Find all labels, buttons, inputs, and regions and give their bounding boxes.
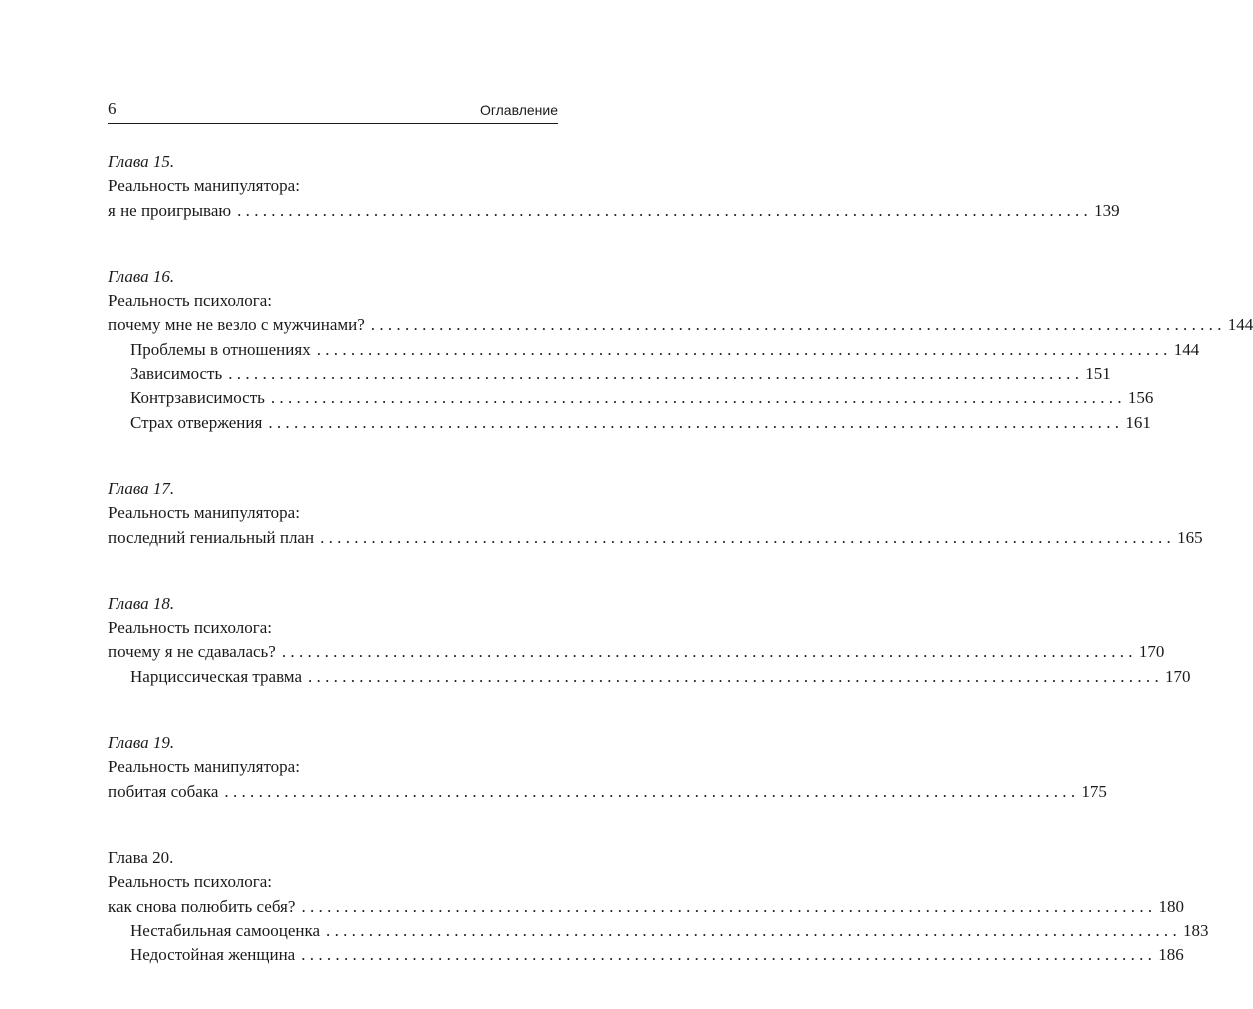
chapter-label: Глава 16. [108,266,175,286]
toc-subentry[interactable] [108,362,1111,386]
chapter-subtitle: Реальность манипулятора: [108,503,300,523]
dot-leader: .................................................................................................... [228,364,1084,384]
dot-leader: .................................................................................................... [316,339,1172,359]
entry-page-number: 175 [1081,781,1107,801]
toc-chapter-19 [108,731,1107,804]
toc-entry[interactable] [108,780,1107,804]
dot-leader: .................................................................................................... [270,388,1126,408]
entry-page-number: 144 [1227,315,1253,335]
chapter-label: Глава 17. [108,478,175,498]
section-title: Оглавление [479,102,558,118]
chapter-subtitle: Реальность манипулятора: [108,757,300,777]
dot-leader: .................................................................................................... [320,527,1176,547]
chapter-label: Глава 20. [108,847,174,867]
toc-subentry[interactable] [108,386,1154,410]
entry-title: почему мне не везло с мужчинами? [108,315,365,335]
chapter-subtitle: Реальность психолога: [108,618,273,638]
entry-title: Страх отвержения [130,412,263,432]
toc-entry[interactable] [108,640,1165,664]
dot-leader: .................................................................................................... [268,412,1124,432]
dot-leader: .................................................................................................... [301,945,1157,965]
entry-page-number: 161 [1125,412,1151,432]
toc-subentry[interactable] [108,943,1184,967]
entry-title: Зависимость [130,364,223,384]
toc-chapter-16 [108,265,1253,435]
entry-title: как снова полюбить себя? [108,896,296,916]
toc-chapter-15 [108,150,1120,223]
dot-leader: .................................................................................................... [308,666,1163,686]
toc-subentry[interactable] [108,665,1191,689]
entry-page-number: 156 [1127,388,1154,408]
entry-title: Недостойная женщина [130,945,296,965]
toc-subentry[interactable] [108,338,1200,362]
entry-title: Проблемы в отношениях [130,339,311,359]
entry-page-number: 165 [1177,527,1203,547]
dot-leader: .................................................................................................... [301,896,1157,916]
entry-page-number: 170 [1138,642,1165,662]
toc-entry[interactable] [108,313,1253,337]
toc-subentry[interactable] [108,919,1209,943]
toc-chapter-18 [108,592,1191,689]
toc-chapter-20 [108,846,1209,967]
page-number: 6 [108,99,117,118]
entry-page-number: 183 [1183,920,1209,940]
entry-page-number: 144 [1173,339,1200,359]
entry-page-number: 180 [1158,896,1184,916]
toc-chapter-17 [108,477,1203,550]
entry-title: Нестабильная самооценка [130,920,321,940]
entry-title: я не проигрываю [108,200,232,220]
dot-leader: .................................................................................................... [224,781,1080,801]
chapter-subtitle: Реальность психолога: [108,872,273,892]
entry-page-number: 151 [1085,364,1111,384]
chapter-subtitle: Реальность манипулятора: [108,176,300,196]
chapter-subtitle: Реальность психолога: [108,291,273,311]
entry-page-number: 186 [1158,945,1184,965]
entry-title: побитая собака [108,781,219,801]
toc-entry[interactable] [108,895,1184,919]
running-header [108,99,558,124]
toc-subentry[interactable] [108,411,1151,435]
toc-entry[interactable] [108,526,1203,550]
chapter-label: Глава 15. [108,152,175,171]
table-of-contents [108,150,1253,1009]
dot-leader: .................................................................................................... [326,920,1182,940]
entry-page-number: 139 [1094,200,1120,220]
dot-leader: .................................................................................................... [370,315,1226,335]
dot-leader: .................................................................................................... [237,200,1093,220]
entry-title: Контрзависимость [130,388,265,408]
dot-leader: .................................................................................................... [281,642,1137,662]
entry-title: почему я не сдавалась? [108,642,276,662]
chapter-label: Глава 18. [108,593,175,613]
entry-page-number: 170 [1165,666,1191,686]
chapter-label: Глава 19. [108,733,175,753]
toc-entry[interactable] [108,199,1120,223]
entry-title: Нарциссическая травма [130,666,302,686]
entry-title: последний гениальный план [108,527,315,547]
